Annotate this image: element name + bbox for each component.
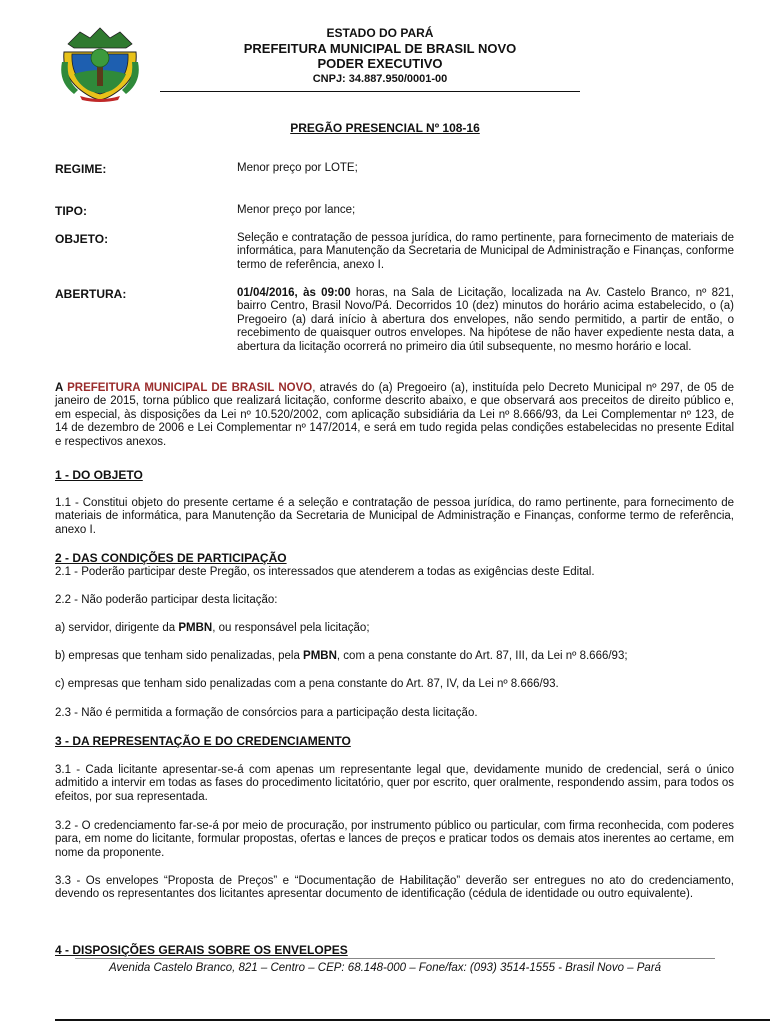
section-2-1: 2.1 - Poderão participar deste Pregão, os interessados que atenderem a todas as exigências deste Edital. (55, 566, 595, 578)
header-branch: PODER EXECUTIVO (317, 56, 443, 71)
footer-address: Avenida Castelo Branco, 821 – Centro – CEP: 68.148-000 – Fone/fax: (093) 3514-1555 - Brasil Novo – Pará (108, 962, 662, 974)
section-3-3: 3.3 - Os envelopes “Proposta de Preços” e “Documentação de Habilitação” deverão ser entregues no ato do credenciamento, devendo os representantes dos licitantes apresentar documento de identificação (cédula de identidade ou outro equivalente). (55, 875, 734, 901)
municipal-crest-logo (60, 22, 140, 102)
tipo-label: TIPO: (55, 204, 87, 218)
header-state: ESTADO DO PARÁ (326, 26, 434, 40)
item-b-pmbn: PMBN (303, 650, 337, 662)
section-3-2: 3.2 - O credenciamento far-se-á por meio de procuração, por instrumento público ou particular, com firma reconhecida, com poderes para, em nome do licitante, formular propostas, ofertas e lances de preços e praticar todos os demais atos inerentes ao certame, em nome da proponente. (55, 820, 734, 859)
intro-a: A (55, 382, 68, 394)
section-3-1: 3.1 - Cada licitante apresentar-se-á com apenas um representante legal que, devidamente munido de credencial, será o único admitido a intervir em todas as fases do procedimento licitatório, quer por escrito, quer oralmente, respondendo assim, para todos os efeitos, por sua representada. (55, 764, 734, 803)
intro-paragraph (55, 382, 734, 449)
header-city-hall: PREFEITURA MUNICIPAL DE BRASIL NOVO (243, 41, 517, 56)
section-2-2-b (55, 650, 734, 663)
section-2-3: 2.3 - Não é permitida a formação de consórcios para a participação desta licitação. (55, 707, 478, 719)
abertura-text: horas, na Sala de Licitação, localizada na Av. Castelo Branco, nº 821, bairro Centro, Brasil Novo/Pá. Decorridos 10 (dez) minutos do horário acima estabelecido, o (a) Pregoeiro (a) dará início à abertura dos envelopes, não sendo permitido, a partir de então, o recebimento de quaisquer outros envelopes. Na hipótese de não haver expediente nesta data, a abertura da licitação ocorrerá no primeiro dia útil subsequente, no mesmo horário e local. (237, 287, 734, 353)
regime-label: REGIME: (55, 162, 107, 176)
document-title: PREGÃO PRESENCIAL Nº 108-16 (290, 121, 480, 135)
section-2-2: 2.2 - Não poderão participar desta licitação: (55, 594, 278, 606)
item-b-rest: , com a pena constante do Art. 87, III, da Lei nº 8.666/93; (336, 650, 628, 662)
item-a-pmbn: PMBN (178, 622, 213, 634)
section-3-heading: 3 - DA REPRESENTAÇÃO E DO CREDENCIAMENTO (55, 734, 351, 748)
section-4-heading: 4 - DISPOSIÇÕES GERAIS SOBRE OS ENVELOPES (55, 943, 348, 957)
tipo-value: Menor preço por lance; (237, 204, 356, 216)
footer-divider (75, 958, 715, 959)
abertura-value (237, 287, 734, 354)
item-b-text: b) empresas que tenham sido penalizadas, pela (55, 650, 304, 662)
abertura-date: 01/04/2016, às 09:00 (237, 287, 351, 299)
section-1-heading: 1 - DO OBJETO (55, 468, 143, 482)
item-a-rest: , ou responsável pela licitação; (212, 622, 370, 634)
regime-value: Menor preço por LOTE; (237, 162, 358, 174)
section-1-1: 1.1 - Constitui objeto do presente certame é a seleção e contratação de pessoa jurídica, do ramo pertinente, para fornecimento de materiais de informática, para Manutenção da Secretaria de Municipal de Administração e Finanças, conforme termo de referência, anexo I. (55, 497, 734, 536)
section-2-2-a (55, 622, 734, 635)
intro-rest: , através do (a) Pregoeiro (a), instituída pelo Decreto Municipal nº 297, de 05 de janeiro de 2015, torna público que realizará licitação, conforme descrito abaixo, e que observará aos preceitos de direito público e, em especial, às disposições da Lei nº 10.520/2002, com aplicação subsidiária da Lei nº 8.666/93, da Lei Complementar nº 123, de 14 de dezembro de 2006 e Lei Complementar nº 147/2014, e será em tudo regida pelas condições estabelecidas no presente Edital e respectivos anexos. (55, 382, 734, 448)
intro-org-name: PREFEITURA MUNICIPAL DE BRASIL NOVO (67, 382, 313, 394)
page-bottom-rule (55, 1019, 770, 1021)
objeto-value: Seleção e contratação de pessoa jurídica, do ramo pertinente, para fornecimento de materiais de informática, para Manutenção da Secretaria de Municipal de Administração e Finanças, conforme termo de referência, anexo I. (237, 232, 734, 271)
header-divider (160, 91, 580, 92)
section-2-2-c: c) empresas que tenham sido penalizadas com a pena constante do Art. 87, IV, da Lei nº 8.666/93. (55, 678, 559, 690)
header-cnpj: CNPJ: 34.887.950/0001-00 (312, 73, 448, 85)
abertura-label: ABERTURA: (55, 287, 127, 301)
section-2-heading: 2 - DAS CONDIÇÕES DE PARTICIPAÇÃO (55, 551, 287, 565)
objeto-label: OBJETO: (55, 232, 109, 246)
item-a-text: a) servidor, dirigente da (55, 622, 179, 634)
